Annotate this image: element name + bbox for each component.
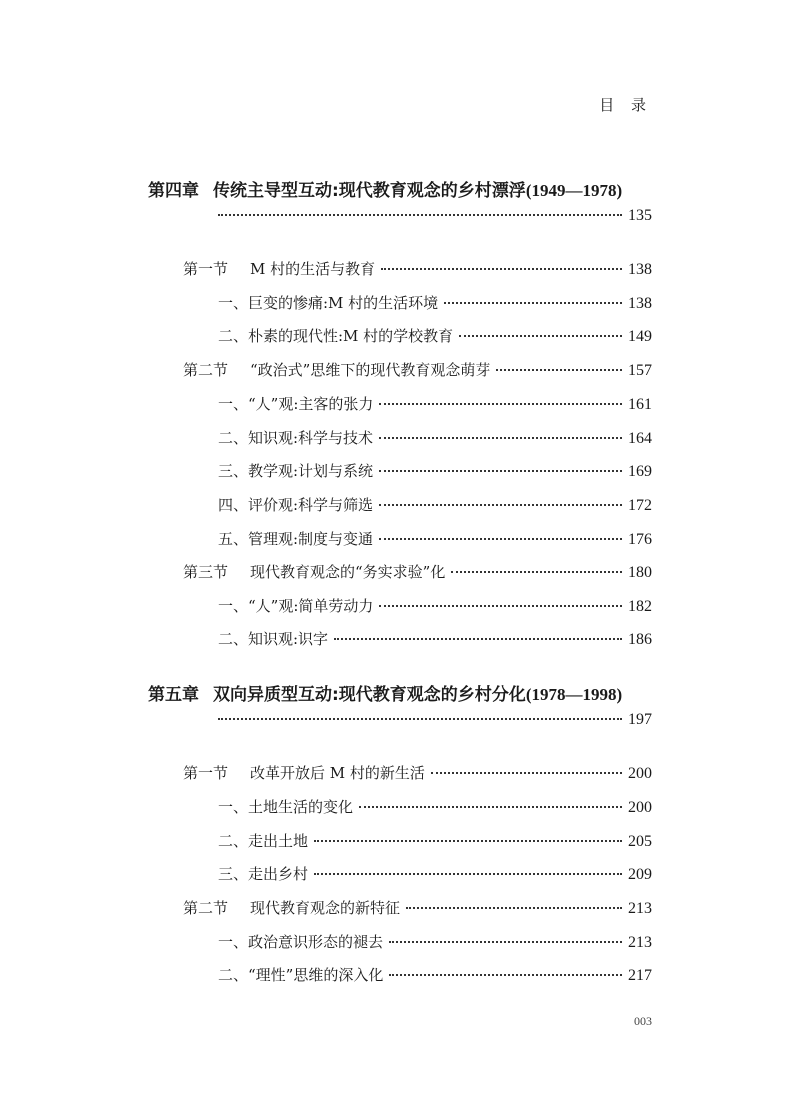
page-number: 213	[628, 900, 652, 917]
page-number: 197	[628, 711, 652, 728]
subsection-title: 三、走出乡村	[218, 865, 309, 883]
subsection-title: 一、政治意识形态的褪去	[218, 933, 384, 951]
section-number: 第三节	[183, 563, 229, 581]
dot-leader	[218, 214, 622, 216]
toc-subsection[interactable]	[218, 427, 652, 449]
subsection-title: 三、教学观:计划与系统	[218, 462, 374, 480]
subsection-title: 一、土地生活的变化	[218, 798, 354, 816]
dot-leader	[379, 437, 622, 439]
running-head: 目 录	[599, 96, 652, 114]
toc-subsection[interactable]	[218, 863, 652, 885]
dot-leader	[379, 538, 622, 540]
entry-label	[183, 258, 375, 279]
subsection-title: 四、评价观:科学与筛选	[218, 496, 374, 514]
page-number: 217	[628, 967, 652, 984]
dot-leader	[314, 840, 622, 842]
page-number: 138	[628, 261, 652, 278]
page-number: 135	[628, 207, 652, 224]
chapter-label: 第四章	[148, 181, 199, 201]
subsection-title: 二、知识观:识字	[218, 630, 329, 648]
toc-subsection[interactable]	[218, 628, 652, 650]
toc-subsection[interactable]	[218, 460, 652, 482]
page-number: 182	[628, 598, 652, 615]
section-title: 改革开放后 M 村的新生活	[250, 764, 425, 782]
section-number: 第一节	[183, 260, 229, 278]
section-title: M 村的生活与教育	[250, 260, 376, 278]
toc-subsection[interactable]	[218, 292, 652, 314]
page-number: 138	[628, 295, 652, 312]
toc-subsection[interactable]	[218, 796, 652, 818]
page-number: 176	[628, 531, 652, 548]
dot-leader	[334, 638, 622, 640]
toc-section[interactable]	[183, 762, 652, 784]
chapter-page-row[interactable]	[218, 207, 652, 229]
toc-subsection[interactable]	[218, 393, 652, 415]
dot-leader	[314, 873, 622, 875]
subsection-title: 一、“人”观:主客的张力	[218, 395, 374, 413]
dot-leader	[218, 718, 622, 720]
entry-label	[183, 897, 400, 918]
chapter-heading[interactable]	[148, 176, 652, 201]
toc-section[interactable]	[183, 359, 652, 381]
dot-leader	[379, 504, 622, 506]
toc-subsection[interactable]	[218, 494, 652, 516]
dot-leader	[379, 470, 622, 472]
page-number: 209	[628, 866, 652, 883]
dot-leader	[389, 974, 622, 976]
page-number: 164	[628, 430, 652, 447]
dot-leader	[359, 806, 622, 808]
page-number: 186	[628, 631, 652, 648]
section-number: 第二节	[183, 361, 229, 379]
toc-subsection[interactable]	[218, 325, 652, 347]
chapter-heading[interactable]	[148, 680, 652, 705]
entry-label	[183, 359, 490, 380]
page-number: 205	[628, 833, 652, 850]
toc-section[interactable]	[183, 897, 652, 919]
toc-subsection[interactable]	[218, 595, 652, 617]
dot-leader	[431, 772, 622, 774]
dot-leader	[444, 302, 622, 304]
section-title: 现代教育观念的新特征	[250, 899, 401, 917]
chapter-label: 第五章	[148, 685, 199, 705]
subsection-title: 二、知识观:科学与技术	[218, 429, 374, 447]
toc-subsection[interactable]	[218, 830, 652, 852]
toc-subsection[interactable]	[218, 964, 652, 986]
chapter-years: (1978—1998)	[525, 685, 623, 704]
page-number: 172	[628, 497, 652, 514]
page-number: 180	[628, 564, 652, 581]
toc-subsection[interactable]	[218, 528, 652, 550]
dot-leader	[389, 941, 622, 943]
section-title: “政治式”思维下的现代教育观念萌芽	[250, 361, 491, 379]
subsection-title: 一、巨变的惨痛:M 村的生活环境	[218, 294, 439, 312]
page-number: 157	[628, 362, 652, 379]
page-number: 169	[628, 463, 652, 480]
entry-label	[183, 762, 425, 783]
chapter-title: 传统主导型互动:现代教育观念的乡村漂浮	[213, 181, 526, 201]
dot-leader	[379, 403, 622, 405]
page-folio: 003	[634, 1014, 652, 1028]
page-number: 213	[628, 934, 652, 951]
toc-section[interactable]	[183, 561, 652, 583]
toc-subsection[interactable]	[218, 931, 652, 953]
page-number: 161	[628, 396, 652, 413]
section-title: 现代教育观念的“务实求验”化	[250, 563, 446, 581]
dot-leader	[381, 268, 622, 270]
chapter-page-row[interactable]	[218, 711, 652, 733]
page-number: 149	[628, 328, 652, 345]
dot-leader	[496, 369, 622, 371]
dot-leader	[459, 335, 622, 337]
entry-label	[183, 561, 445, 582]
chapter-title: 双向异质型互动:现代教育观念的乡村分化	[213, 685, 526, 705]
dot-leader	[406, 907, 622, 909]
toc-section[interactable]	[183, 258, 652, 280]
dot-leader	[379, 605, 622, 607]
page-number: 200	[628, 765, 652, 782]
subsection-title: 一、“人”观:简单劳动力	[218, 597, 374, 615]
page-number: 200	[628, 799, 652, 816]
subsection-title: 五、管理观:制度与变通	[218, 530, 374, 548]
section-number: 第一节	[183, 764, 229, 782]
dot-leader	[451, 571, 622, 573]
section-number: 第二节	[183, 899, 229, 917]
subsection-title: 二、“理性”思维的深入化	[218, 966, 384, 984]
chapter-years: (1949—1978)	[525, 181, 623, 200]
subsection-title: 二、朴素的现代性:M 村的学校教育	[218, 327, 454, 345]
subsection-title: 二、走出土地	[218, 832, 309, 850]
